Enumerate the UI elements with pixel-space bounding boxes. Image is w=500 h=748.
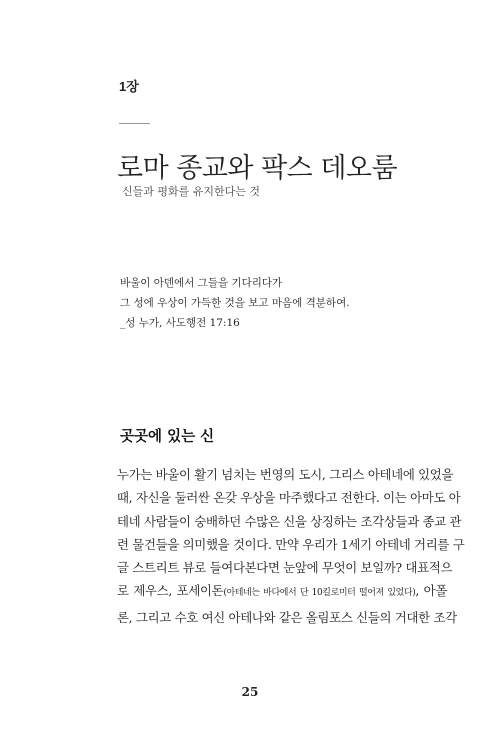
body-line — [117, 579, 447, 605]
body-text-segment: 로 제우스, 포세이돈 — [117, 583, 224, 599]
body-line: 련 물건들을 의미했을 것이다. 만약 우리가 1세기 아테네 거리를 구 — [117, 536, 465, 552]
body-text-segment: , 아폴 — [415, 583, 447, 599]
title-divider — [119, 123, 150, 124]
epigraph-line: 바울이 아덴에서 그들을 기다리다가 — [120, 277, 283, 289]
page-number: 25 — [241, 685, 259, 699]
body-line: 론, 그리고 수호 여신 아테나와 같은 올림포스 신들의 거대한 조각 — [117, 609, 457, 625]
body-line: 때, 자신을 둘러싼 온갖 우상을 마주했다고 전한다. 이는 아마도 아 — [117, 490, 461, 506]
body-line: 누가는 바울이 활기 넘치는 번영의 도시, 그리스 아테네에 있었을 — [117, 467, 454, 482]
body-line: 테네 사람들이 숭배하던 수많은 신을 상징하는 조각상들과 종교 관 — [117, 513, 462, 529]
epigraph-attribution: _성 누가, 사도행전 17:16 — [120, 317, 240, 329]
chapter-title: 로마 종교와 팍스 데오룸 — [117, 153, 398, 184]
body-line: 글 스트리트 뷰로 들여다본다면 눈앞에 무엇이 보일까? 대표적으 — [117, 560, 453, 576]
inline-note: (아테네는 바다에서 단 10킬로미터 떨어져 있었다) — [223, 588, 416, 599]
body-paragraph — [117, 463, 465, 629]
chapter-subtitle: 신들과 평화를 유지한다는 것 — [122, 185, 261, 198]
section-heading: 곳곳에 있는 신 — [120, 429, 215, 445]
chapter-label: 1장 — [119, 79, 139, 94]
epigraph — [120, 273, 350, 333]
epigraph-line: 그 성에 우상이 가득한 것을 보고 마음에 격분하여. — [120, 297, 350, 309]
